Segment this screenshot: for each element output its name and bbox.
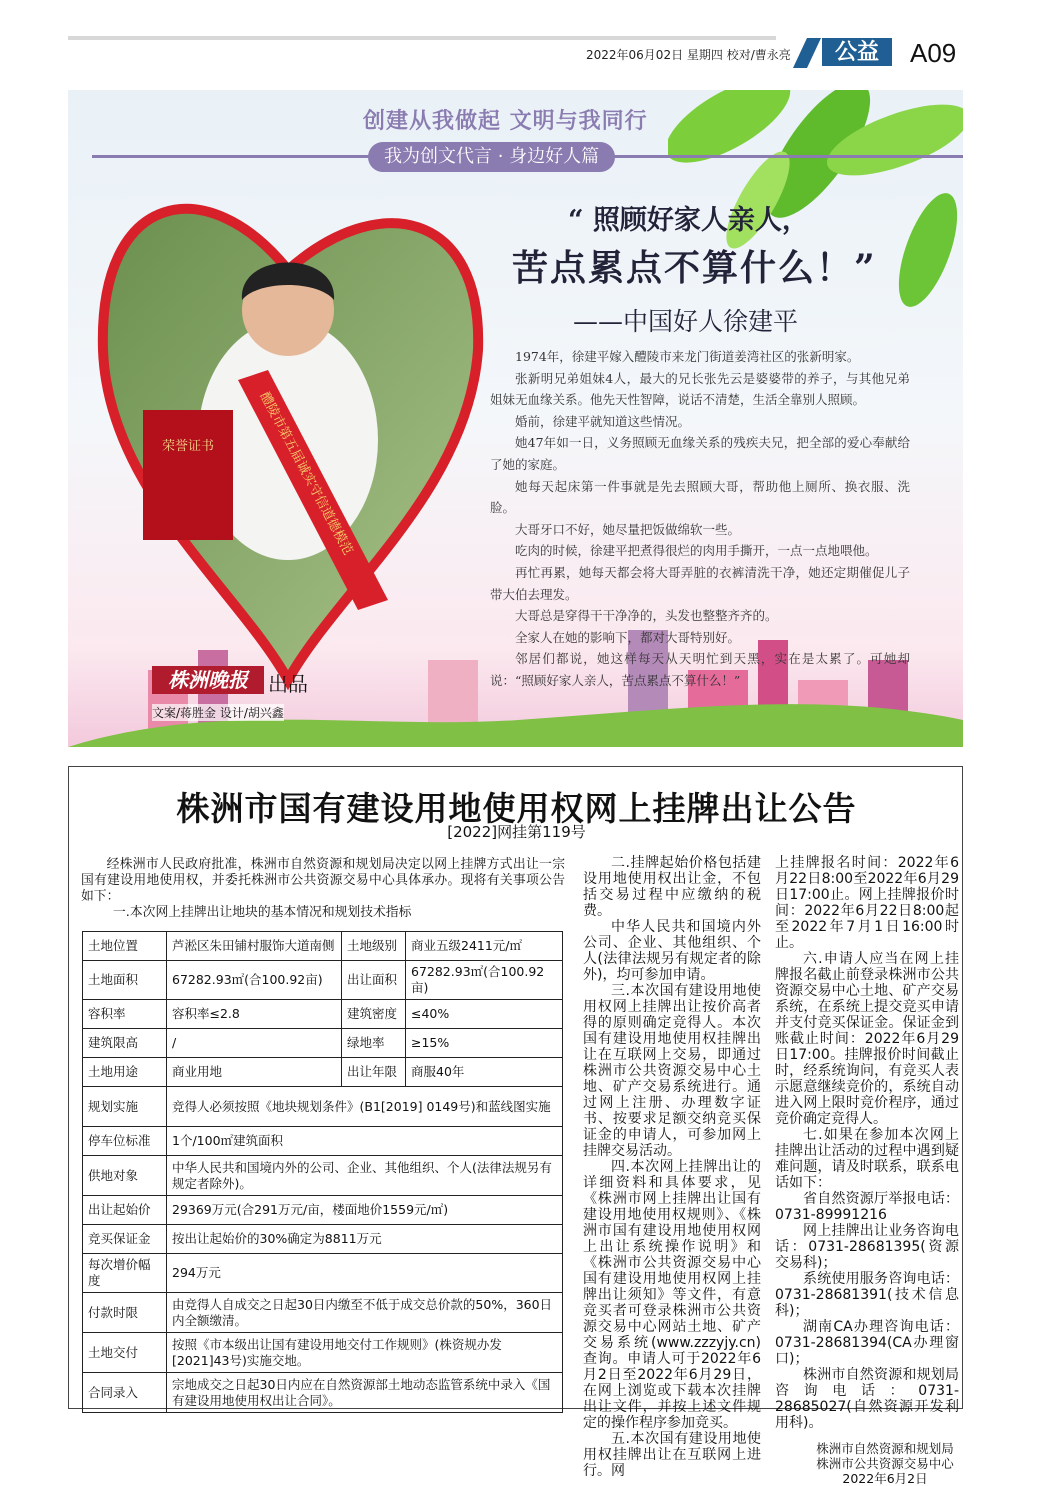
table-row	[83, 1373, 563, 1413]
certificate	[143, 410, 233, 540]
contact-line: 湖南CA办理咨询电话：0731-28681394(CA办理窗口)；	[775, 1319, 959, 1367]
table-value: ≤40%	[406, 1000, 563, 1029]
story-paragraph: 吃肉的时候，徐建平把煮得很烂的肉用手撕开，一点一点地喂他。	[515, 543, 878, 559]
table-value: 商业用地	[167, 1058, 342, 1087]
table-row	[83, 1087, 563, 1127]
newspaper-logo: 株洲晚报	[152, 666, 264, 694]
table-label: 土地用途	[83, 1058, 167, 1087]
story-paragraph: 全家人在她的影响下，都对大哥特别好。	[515, 629, 741, 645]
table-row	[83, 1058, 563, 1087]
page-number: A09	[910, 38, 957, 68]
land-info-table	[82, 931, 563, 1413]
story-paragraph: 她47年如一日，义务照顾无血缘关系的残疾夫兄，把全部的爱心奉献给了她的家庭。	[490, 435, 910, 472]
table-label: 出让年限	[342, 1058, 406, 1087]
table-value: 67282.93㎡(合100.92亩)	[406, 961, 563, 1000]
sash-text: 醴陵市第五届诚实守信道德模范	[256, 389, 356, 558]
table-label: 土地级别	[342, 932, 406, 961]
notice-intro	[81, 857, 565, 921]
story-paragraph: 再忙再累，她每天都会将大哥弄脏的衣裤清洗干净，她还定期催促儿子带大伯去理发。	[490, 564, 910, 602]
contact-line: 系统使用服务咨询电话：0731-28681391(技术信息科)；	[775, 1271, 959, 1319]
certificate-text: 荣誉证书	[161, 439, 215, 454]
notice-title: 株洲市国有建设用地使用权网上挂牌出让公告	[176, 789, 857, 828]
notice-paragraph: 五.本次国有建设用地使用权挂牌出让在互联网上进行。网	[583, 1431, 761, 1479]
campaign-slogan: 创建从我做起 文明与我同行	[363, 109, 648, 134]
table-value: 按照《市本级出让国有建设用地交付工作规则》(株资规办发[2021]43号)实施交地。	[167, 1333, 563, 1373]
table-label: 建筑限高	[83, 1029, 167, 1058]
story-paragraph: 大哥牙口不好，她尽量把饭做绵软一些。	[515, 521, 741, 537]
table-value: 商业五级2411元/㎡	[406, 932, 563, 961]
notice-number: [2022]网挂第119号	[447, 823, 586, 841]
notice-paragraph: 中华人民共和国境内外公司、企业、其他组织、个人(法律法规另有规定者的除外)，均可参加申请。	[583, 919, 761, 983]
notice-paragraph: 三.本次国有建设用地使用权网上挂牌出让按价高者得的原则确定竞得人。本次国有建设用地使用权挂牌出让在互联网上交易，即通过株洲市公共资源交易中心土地、矿产交易系统进行。通过网上注册、办理数字证书、按要求足额交纳竞买保证金的申请人，可参加网上挂牌交易活动。	[583, 983, 761, 1159]
table-label: 付款时限	[83, 1293, 167, 1333]
signatory: 株洲市公共资源交易中心	[816, 1456, 954, 1471]
notice-paragraph: 二.挂牌起始价格包括建设用地使用权出让金，不包括交易过程中应缴纳的税费。	[583, 855, 761, 919]
notice-paragraph: 七.如果在参加本次网上挂牌出让活动的过程中遇到疑难问题，请及时联系，联系电话如下：	[775, 1127, 959, 1191]
table-value: /	[167, 1029, 342, 1058]
notice-column-middle	[583, 855, 761, 1479]
table-value: 商服40年	[406, 1058, 563, 1087]
table-value: 1个/100㎡建筑面积	[167, 1127, 563, 1156]
quote-attribution: ——中国好人徐建平	[573, 307, 799, 336]
land-auction-notice	[68, 766, 963, 1486]
table-row	[83, 1254, 563, 1293]
table-row	[83, 1333, 563, 1373]
table-value: 容积率≤2.8	[167, 1000, 342, 1029]
table-row	[83, 932, 563, 961]
notice-paragraph: 四.本次网上挂牌出让的详细资料和具体要求，见《株洲市网上挂牌出让国有建设用地使用权规则》、《株洲市国有建设用地使用权网上出让系统操作说明》和《株洲市公共资源交易中心国有建设用地使用权网上挂牌出让须知》等文件，有意竞买者可登录株洲市公共资源交易中心网站土地、矿产交易系统(www.zzzyjy.cn)查询。申请人可于2022年6月2日至2022年6月29日，在网上浏览或下载本次挂牌出让文件，并按上述文件规定的操作程序参加竞买。	[583, 1159, 761, 1431]
table-row	[83, 1029, 563, 1058]
contact-line: 省自然资源厅举报电话：0731-89991216	[775, 1191, 959, 1223]
feature-banner	[68, 90, 963, 747]
notice-paragraph: 六.申请人应当在网上挂牌报名截止前登录株洲市公共资源交易中心土地、矿产交易系统，在系统上提交竞买申请并支付竞买保证金。保证金到账截止时间：2022年6月29日17:00。挂牌报价时间截止时，经系统询问，有竞买人表示愿意继续竞价的，系统自动进入网上限时竞价程序，通过竞价确定竞得人。	[775, 951, 959, 1127]
section-heading: 一.本次网上挂牌出让地块的基本情况和规划技术指标	[113, 905, 412, 920]
table-value: 294万元	[167, 1254, 563, 1293]
story-paragraph: 她每天起床第一件事就是先去照顾大哥，帮助他上厕所、换衣服、洗脸。	[490, 478, 910, 516]
table-label: 每次增价幅度	[83, 1254, 167, 1293]
table-row	[83, 1156, 563, 1196]
table-row	[83, 1225, 563, 1254]
table-label: 供地对象	[83, 1156, 167, 1196]
table-row	[83, 1000, 563, 1029]
table-value: 按出让起始价的30%确定为8811万元	[167, 1225, 563, 1254]
table-row	[83, 1127, 563, 1156]
table-label: 容积率	[83, 1000, 167, 1029]
table-value: 67282.93㎡(合100.92亩)	[167, 961, 342, 1000]
table-label: 规划实施	[83, 1087, 167, 1127]
table-label: 出让起始价	[83, 1196, 167, 1225]
story-text	[490, 346, 910, 692]
subtitle-rule	[708, 155, 963, 158]
table-label: 土地交付	[83, 1333, 167, 1373]
intro-paragraph: 经株洲市人民政府批准，株洲市自然资源和规划局决定以网上挂牌方式出让一宗国有建设用地使用权，并委托株洲市公共资源交易中心具体承办。现将有关事项公告如下：	[81, 857, 565, 904]
table-value: 29369万元(合291万元/亩，楼面地价1559元/㎡)	[167, 1196, 563, 1225]
story-paragraph: 大哥总是穿得干干净净的，头发也整整齐齐的。	[515, 608, 778, 624]
table-label: 土地面积	[83, 961, 167, 1000]
series-subtitle: 我为创文代言 · 身边好人篇	[368, 142, 615, 172]
story-paragraph: 邻居们都说，她这样每天从天明忙到天黑，实在是太累了。可她却说：“照顾好家人亲人，苦点累点不算什么！”	[490, 651, 910, 688]
credits: 文案/蒋胜金 设计/胡兴鑫	[152, 706, 284, 720]
table-label: 建筑密度	[342, 1000, 406, 1029]
table-label: 土地位置	[83, 932, 167, 961]
section-tag	[800, 38, 892, 68]
notice-paragraph: 上挂牌报名时间：2022年6月22日8:00至2022年6月29日17:00止。网上挂牌报价时间：2022年6月22日8:00起至2022年7月1日16:00时止。	[775, 855, 959, 951]
produced-by: 出品	[268, 672, 308, 696]
table-value: ≥15%	[406, 1029, 563, 1058]
table-label: 绿地率	[342, 1029, 406, 1058]
table-row	[83, 1196, 563, 1225]
quote-line-2: 苦点累点不算什么！”	[512, 247, 877, 289]
table-label: 合同录入	[83, 1373, 167, 1413]
table-label: 竞买保证金	[83, 1225, 167, 1254]
signature-block	[815, 1441, 955, 1486]
signature-date: 2022年6月2日	[842, 1471, 928, 1486]
table-value: 竞得人必须按照《地块规划条件》(B1[2019] 0149号)和蓝线图实施	[167, 1087, 563, 1127]
table-value: 芦淞区朱田铺村服饰大道南侧	[167, 932, 342, 961]
dateline: 2022年06月02日 星期四 校对/曹永亮	[586, 48, 791, 62]
top-rule	[68, 36, 776, 40]
contact-line: 网上挂牌出让业务咨询电话：0731-28681395(资源交易科)；	[775, 1223, 959, 1271]
table-value: 宗地成交之日起30日内应在自然资源部土地动态监管系统中录入《国有建设用地使用权出让合同》。	[167, 1373, 563, 1413]
table-value: 中华人民共和国境内外的公司、企业、其他组织、个人(法律法规另有规定者除外)。	[167, 1156, 563, 1196]
table-row	[83, 1293, 563, 1333]
table-label: 出让面积	[342, 961, 406, 1000]
signatory: 株洲市自然资源和规划局	[816, 1441, 954, 1456]
contact-line: 株洲市自然资源和规划局咨询电话：0731-28685027(自然资源开发利用科)。	[775, 1367, 959, 1431]
section-label: 公益	[822, 38, 892, 66]
table-value: 由竞得人自成交之日起30日内缴至不低于成交总价款的50%，360日内全额缴清。	[167, 1293, 563, 1333]
notice-column-right	[775, 855, 959, 1486]
table-label: 停车位标准	[83, 1127, 167, 1156]
table-row	[83, 961, 563, 1000]
story-paragraph: 张新明兄弟姐妹4人，最大的兄长张先云是婆婆带的养子，与其他兄弟姐妹无血缘关系。他先天性智障，说话不清楚，生活全靠别人照顾。	[490, 370, 910, 408]
story-paragraph: 1974年，徐建平嫁入醴陵市来龙门街道姜湾社区的张新明家。	[515, 349, 860, 364]
quote-line-1: “ 照顾好家人亲人，	[568, 205, 809, 236]
story-paragraph: 婚前，徐建平就知道这些情况。	[515, 413, 691, 429]
